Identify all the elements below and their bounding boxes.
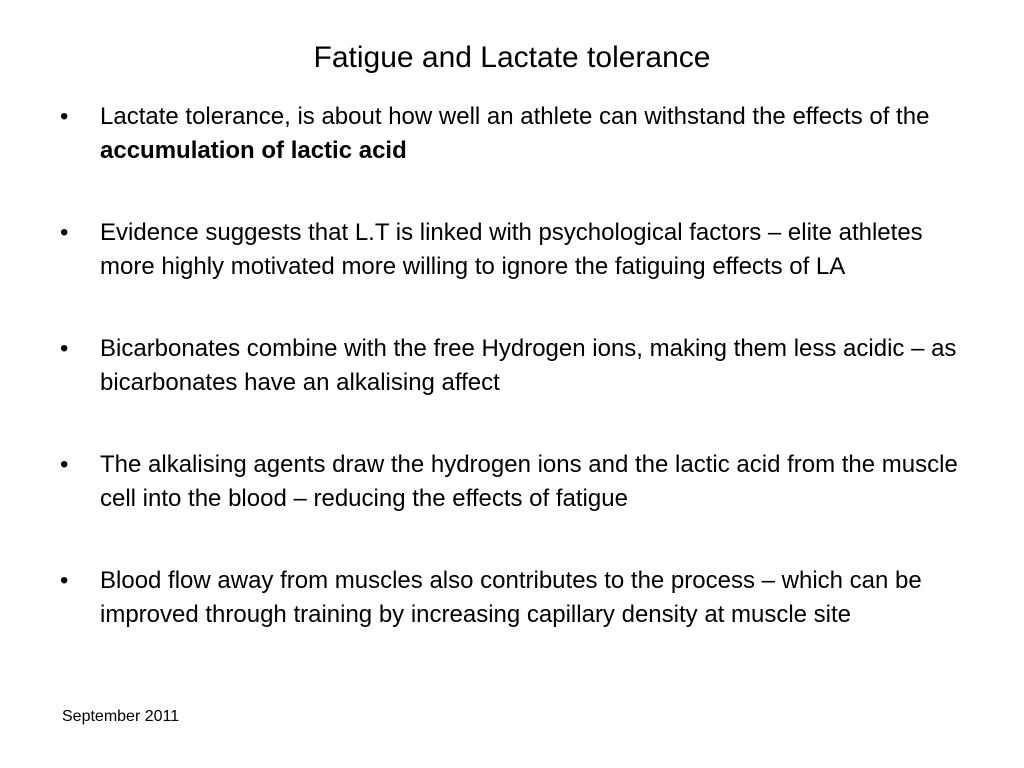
bullet-text: Evidence suggests that L.T is linked with psychological factors – elite athletes more highly motivated more willing to ignore the fatiguing effects of LA <box>100 219 923 280</box>
bullet-symbol: • <box>60 335 69 362</box>
bullet-text: The alkalising agents draw the hydrogen ions and the lactic acid from the muscle cell into the blood – reducing the effects of fatigue <box>100 451 958 512</box>
bullet-text: Lactate tolerance, is about how well an athlete can withstand the effects of the <box>100 103 930 130</box>
bullet-bold-text: accumulation of lactic acid <box>100 137 407 164</box>
bullet-item <box>60 216 960 284</box>
bullet-item <box>60 100 960 168</box>
bullet-symbol: • <box>60 219 69 246</box>
slide-title: Fatigue and Lactate tolerance <box>313 41 711 74</box>
bullet-symbol: • <box>60 451 69 478</box>
bullet-item <box>60 332 960 400</box>
bullet-item <box>60 564 960 632</box>
bullet-list <box>60 100 960 680</box>
bullet-item <box>60 448 960 516</box>
bullet-text: Blood flow away from muscles also contributes to the process – which can be improved through training by increasing capillary density at muscle site <box>100 567 922 628</box>
footer-date: September 2011 <box>62 708 180 725</box>
bullet-symbol: • <box>60 567 69 594</box>
bullet-text: Bicarbonates combine with the free Hydrogen ions, making them less acidic – as bicarbonates have an alkalising affect <box>100 335 957 396</box>
bullet-symbol: • <box>60 103 69 130</box>
